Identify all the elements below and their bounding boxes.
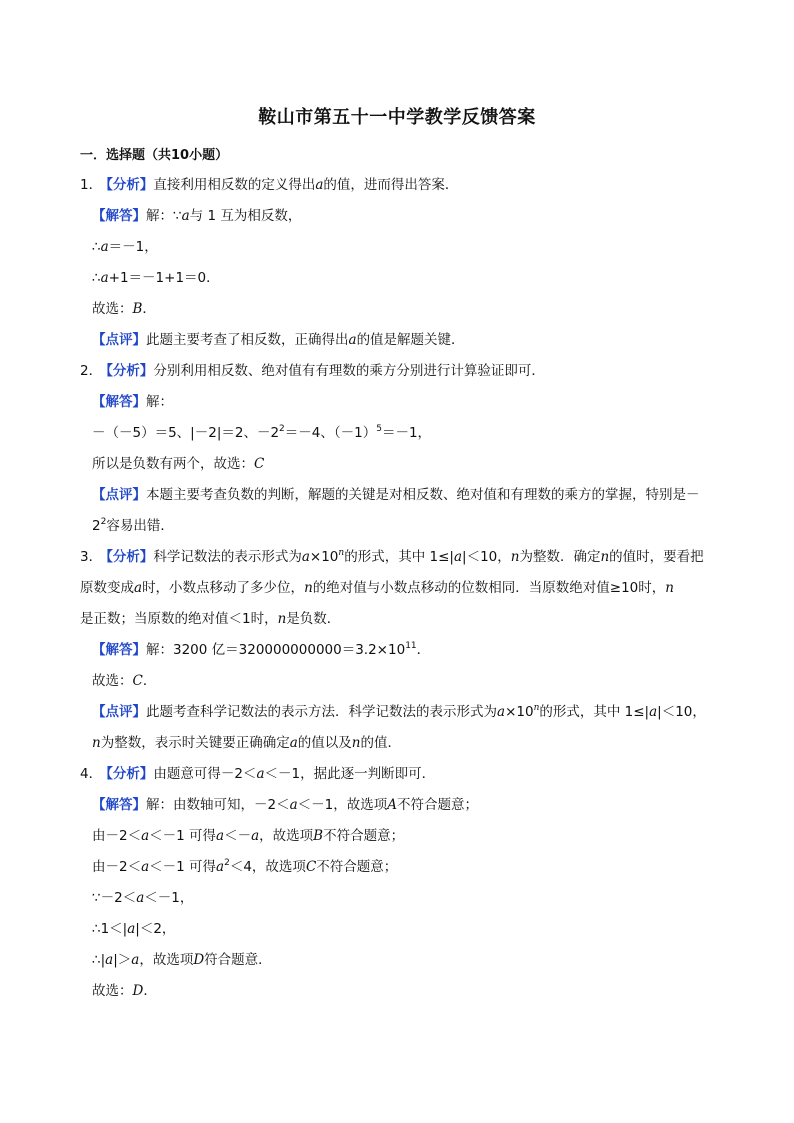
- q3-comment-line: 【点评】此题考查科学记数法的表示方法．科学记数法的表示形式为$a\times 10^n$的形式，其中 1≤|a|＜10，: [92, 702, 706, 720]
- q2-step-line: －（－5）＝5、|－2|＝2、$-2^2=-4$、$(-1)^5=-1$，: [92, 423, 432, 441]
- q4-step-line: ∵－2＜a＜－1，: [92, 890, 194, 906]
- math-var: a: [100, 270, 109, 286]
- q1-step-line: ∴a+1＝－1+1＝0．: [92, 270, 220, 286]
- q1-analysis-line: 1． 【分析】直接利用相反数的定义得出a的值，进而得出答案．: [80, 177, 459, 193]
- exponent: 2: [279, 423, 285, 434]
- question-number: 1．: [80, 177, 103, 193]
- q2-comment-line: 【点评】本题主要考查负数的判断，解题的关键是对相反数、绝对值和有理数的乘方的掌握，特别是－: [92, 487, 700, 503]
- answer-letter: D: [132, 983, 144, 999]
- q1-step-line: ∴a＝－1，: [92, 239, 158, 255]
- q3-choice-line: 故选：C．: [92, 673, 157, 689]
- exponent: 2: [224, 857, 230, 868]
- math-var: a: [181, 208, 190, 224]
- math-var: a: [348, 332, 357, 348]
- solution-tag: 【解答】: [92, 208, 146, 224]
- comment-tag: 【点评】: [92, 704, 146, 720]
- exponent: 5: [376, 423, 382, 434]
- q4-step-line: ∴1＜|a|＜2，: [92, 921, 176, 937]
- analysis-tag: 【分析】: [106, 549, 154, 565]
- q4-analysis-line: 4． 【分析】由题意可得－2＜a＜－1，据此逐一判断即可．: [80, 766, 436, 782]
- q2-analysis-line: 2． 【分析】分别利用相反数、绝对值有有理数的乘方分别进行计算验证即可．: [80, 363, 545, 379]
- analysis-tag: 【分析】: [106, 766, 154, 782]
- question-number: 2．: [80, 363, 103, 379]
- section-heading: 一．选择题（共10小题）: [80, 148, 229, 163]
- q4-solution-line: 【解答】解：由数轴可知，－2＜a＜－1，故选项A不符合题意；: [92, 797, 478, 813]
- answer-letter: B: [132, 301, 143, 317]
- exponent: 2: [100, 516, 107, 527]
- q1-choice-line: 故选：B．: [92, 301, 156, 317]
- solution-tag: 【解答】: [92, 642, 146, 658]
- solution-tag: 【解答】: [92, 394, 146, 410]
- q1-solution-line: 【解答】解：∵a与 1 互为相反数，: [92, 208, 302, 224]
- exponent: 11: [405, 640, 417, 651]
- q2-choice-line: 所以是负数有两个，故选：C: [92, 456, 265, 472]
- answer-letter: C: [132, 673, 143, 689]
- math-var: a: [100, 239, 109, 255]
- q1-comment-line: 【点评】此题主要考查了相反数，正确得出a的值是解题关键．: [92, 332, 465, 348]
- answer-letter: C: [254, 456, 265, 472]
- q2-comment-cont-line: $2^2$容易出错．: [92, 516, 174, 534]
- comment-tag: 【点评】: [92, 487, 146, 503]
- q4-choice-line: 故选：D．: [92, 983, 157, 999]
- analysis-tag: 【分析】: [106, 177, 154, 193]
- math-var: a: [315, 177, 324, 193]
- solution-tag: 【解答】: [92, 797, 146, 813]
- document-title: 鞍山市第五十一中学教学反馈答案: [258, 107, 536, 128]
- q3-analysis-cont-line: 是正数；当原数的绝对值＜1时，n是负数．: [80, 611, 341, 627]
- question-number: 4．: [80, 766, 103, 782]
- q4-step-line: 由－2＜a＜－1 可得a＜－a，故选项B不符合题意；: [92, 828, 405, 844]
- q3-comment-cont-line: n为整数，表示时关键要正确确定a的值以及n的值．: [92, 735, 401, 751]
- comment-tag: 【点评】: [92, 332, 146, 348]
- q3-solution-line: 【解答】解：3200 亿$=320000000000=3.2\times 10^{11}$．: [92, 640, 431, 658]
- q4-step-line: 由－2＜a＜－1 可得$a^2<4$，故选项C不符合题意；: [92, 857, 398, 875]
- q3-analysis-line: 3． 【分析】科学记数法的表示形式为$a\times 10^n$的形式，其中 1≤|a|＜10，n为整数．确定n的值时，要看把: [80, 547, 704, 565]
- q3-analysis-cont-line: 原数变成a时，小数点移动了多少位，n的绝对值与小数点移动的位数相同．当原数绝对值≥10时，n: [80, 580, 674, 596]
- question-number: 3．: [80, 549, 103, 565]
- q2-solution-line: 【解答】解：: [92, 394, 173, 410]
- q4-step-line: ∴|a|＞a，故选项D符合题意．: [92, 952, 272, 968]
- analysis-tag: 【分析】: [106, 363, 154, 379]
